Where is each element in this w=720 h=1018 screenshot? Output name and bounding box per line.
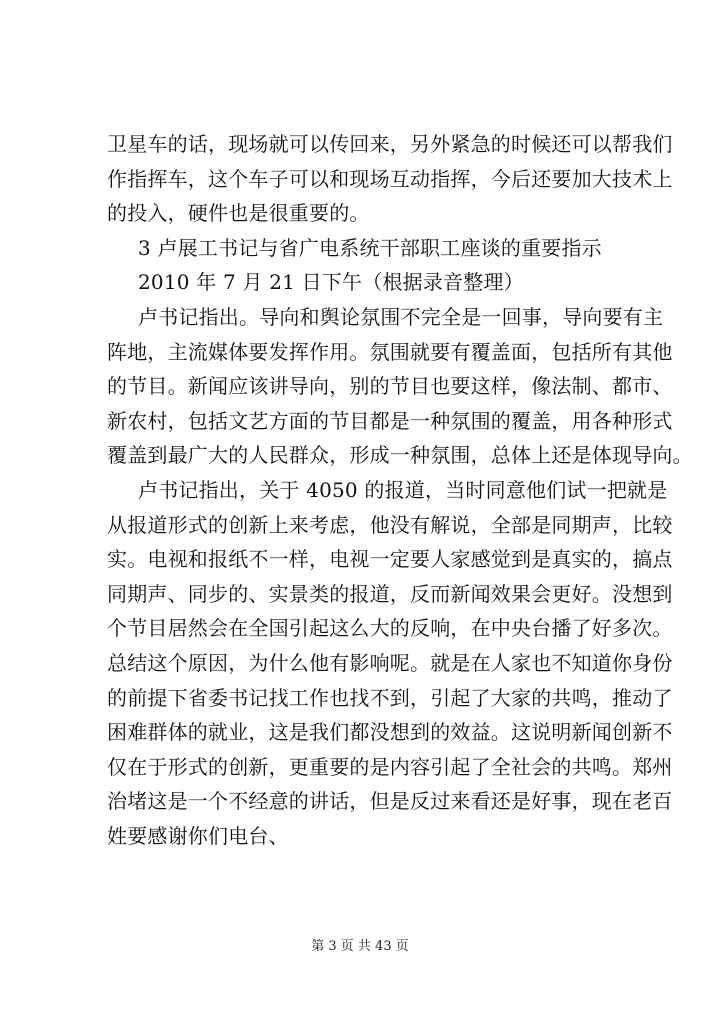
body-line-2: 作指挥车，这个车子可以和现场互动指挥，今后还要加大技术上 [107, 166, 673, 191]
paragraph-2-line-5: 覆盖到最广大的人民群众，形成一种氛围，总体上还是体现导向。 [107, 443, 693, 468]
paragraph-3-line-6: 总结这个原因，为什么他有影响呢。就是在人家也不知道你身份 [107, 650, 673, 675]
paragraph-2-line-3: 的节目。新闻应该讲导向，别的节目也要这样，像法制、都市、 [107, 374, 673, 399]
paragraph-3-line-2: 从报道形式的创新上来考虑，他没有解说，全部是同期声，比较 [107, 512, 673, 537]
paragraph-3-line-7: 的前提下省委书记找工作也找不到，引起了大家的共鸣，推动了 [107, 685, 673, 710]
paragraph-2-line-4: 新农村，包括文艺方面的节目都是一种氛围的覆盖，用各种形式 [107, 408, 673, 433]
page-number-footer: 第 3 页 共 43 页 [311, 939, 409, 954]
section-date: 2010 年 7 月 21 日下午（根据录音整理） [138, 270, 524, 295]
section-heading: 3 卢展工书记与省广电系统干部职工座谈的重要指示 [138, 235, 602, 260]
paragraph-2-line-1: 卢书记指出。导向和舆论氛围不完全是一回事，导向要有主 [138, 304, 664, 329]
paragraph-3-line-11: 姓要感谢你们电台、 [107, 823, 289, 848]
paragraph-3-line-3: 实。电视和报纸不一样，电视一定要人家感觉到是真实的，搞点 [107, 547, 673, 572]
document-body [107, 127, 693, 853]
paragraph-3-line-4: 同期声、同步的、实景类的报道，反而新闻效果会更好。没想到 [107, 581, 673, 606]
paragraph-2-line-2: 阵地，主流媒体要发挥作用。氛围就要有覆盖面，包括所有其他 [107, 339, 673, 364]
paragraph-3-line-8: 困难群体的就业，这是我们都没想到的效益。这说明新闻创新不 [107, 720, 673, 745]
body-line-3: 的投入，硬件也是很重要的。 [107, 201, 370, 226]
paragraph-3-line-10: 治堵这是一个不经意的讲话，但是反过来看还是好事，现在老百 [107, 789, 673, 814]
paragraph-3-line-9: 仅在于形式的创新，更重要的是内容引起了全社会的共鸣。郑州 [107, 754, 673, 779]
body-line-1: 卫星车的话，现场就可以传回来，另外紧急的时候还可以帮我们 [107, 132, 673, 156]
paragraph-3-line-1: 卢书记指出，关于 4050 的报道，当时同意他们试一把就是 [138, 477, 668, 502]
paragraph-3-line-5: 个节目居然会在全国引起这么大的反响，在中央台播了好多次。 [107, 616, 673, 641]
